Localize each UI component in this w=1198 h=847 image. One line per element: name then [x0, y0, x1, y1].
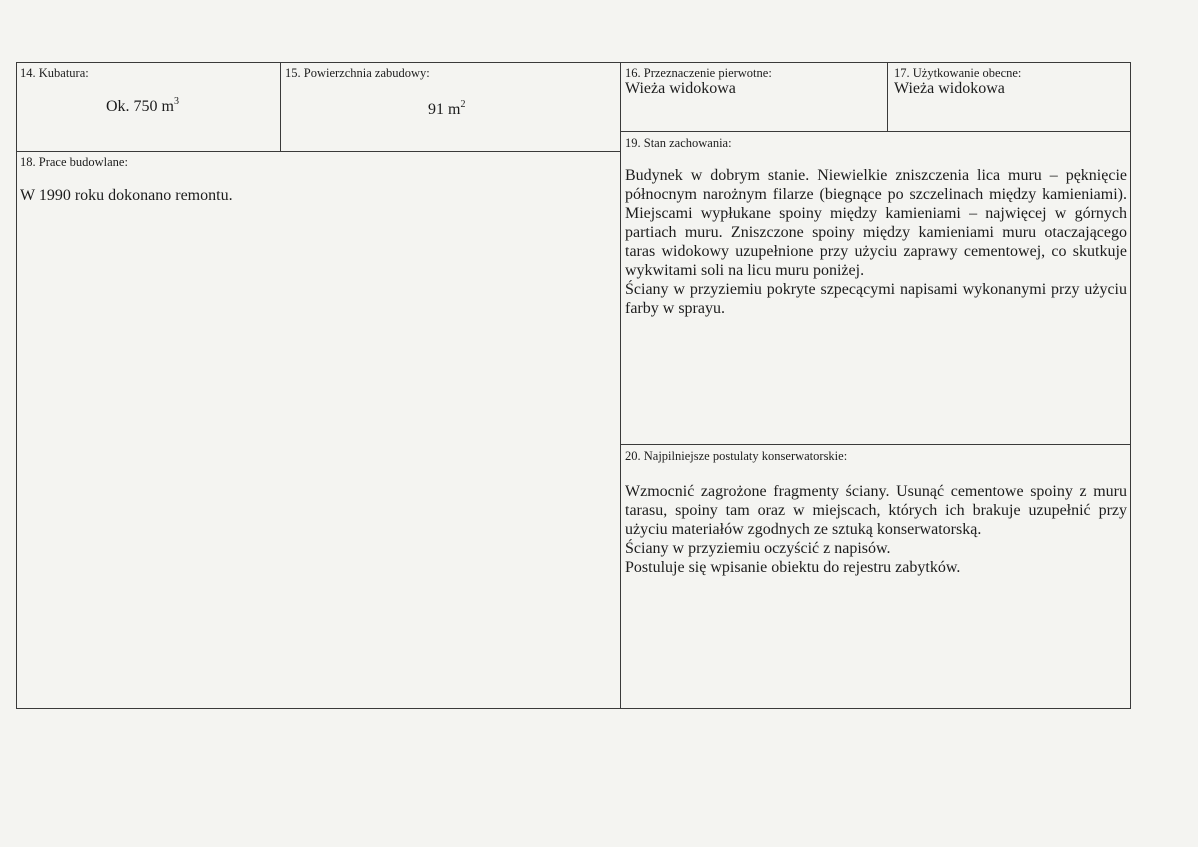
powierzchnia-label: 15. Powierzchnia zabudowy:: [285, 66, 430, 80]
powierzchnia-unit-exponent: 2: [460, 99, 466, 110]
divider-row-20: [620, 444, 1131, 445]
table-border-bottom: [16, 708, 1131, 709]
stan-paragraph: Ściany w przyziemiu pokryte szpecącymi napisami wykonanymi przy użyciu farby w sprayu.: [625, 281, 1127, 317]
divider-row-18: [16, 151, 621, 152]
prace-value: W 1990 roku dokonano remontu.: [20, 187, 233, 204]
divider-14-15: [280, 62, 281, 152]
postulaty-paragraph: Ściany w przyziemiu oczyścić z napisów.: [625, 540, 891, 557]
przeznaczenie-value: Wieża widokowa: [625, 80, 736, 97]
kubatura-value: [106, 98, 179, 116]
table-border-top: [16, 62, 1131, 63]
kubatura-value-text: Ok. 750 m: [106, 98, 174, 115]
divider-row-19: [620, 131, 1131, 132]
postulaty-paragraph: Wzmocnić zagrożone fragmenty ściany. Usunąć cementowe spoiny z muru tarasu, spoiny tam oraz w miejscach, których ich brakuje uzupełnić przy użyciu materiałów zgodnych ze sztuką konserwatorską.: [625, 483, 1127, 538]
divider-left-right: [620, 62, 621, 709]
uzytkowanie-label: 17. Użytkowanie obecne:: [894, 66, 1022, 80]
prace-label: 18. Prace budowlane:: [20, 155, 128, 169]
powierzchnia-value-text: 91 m: [428, 101, 461, 118]
stan-paragraph: Budynek w dobrym stanie. Niewielkie zniszczenia lica muru – pęknięcie północnym narożnym filarze (biegnące po szczelinach między kamieniami). Miejscami wypłukane spoiny między kamieniami – najwięcej w górnych partiach muru. Zniszczone spoiny między kamieniami muru otaczającego taras widokowy uzupełnione przy użyciu zaprawy cementowej, co skutkuje wykwitami soli na licu muru poniżej.: [625, 167, 1127, 279]
przeznaczenie-label: 16. Przeznaczenie pierwotne:: [625, 66, 772, 80]
divider-16-17: [887, 62, 888, 131]
kubatura-unit-exponent: 3: [174, 96, 179, 107]
table-border-right: [1130, 62, 1131, 709]
stan-text: [625, 166, 1127, 318]
stan-label: 19. Stan zachowania:: [625, 136, 732, 150]
postulaty-text: [625, 482, 1127, 577]
uzytkowanie-value: Wieża widokowa: [894, 80, 1005, 97]
postulaty-label: 20. Najpilniejsze postulaty konserwatorskie:: [625, 449, 848, 463]
kubatura-label: 14. Kubatura:: [20, 66, 89, 80]
table-border-left: [16, 62, 17, 709]
powierzchnia-value: [428, 101, 465, 119]
postulaty-paragraph: Postuluje się wpisanie obiektu do rejestru zabytków.: [625, 559, 961, 576]
